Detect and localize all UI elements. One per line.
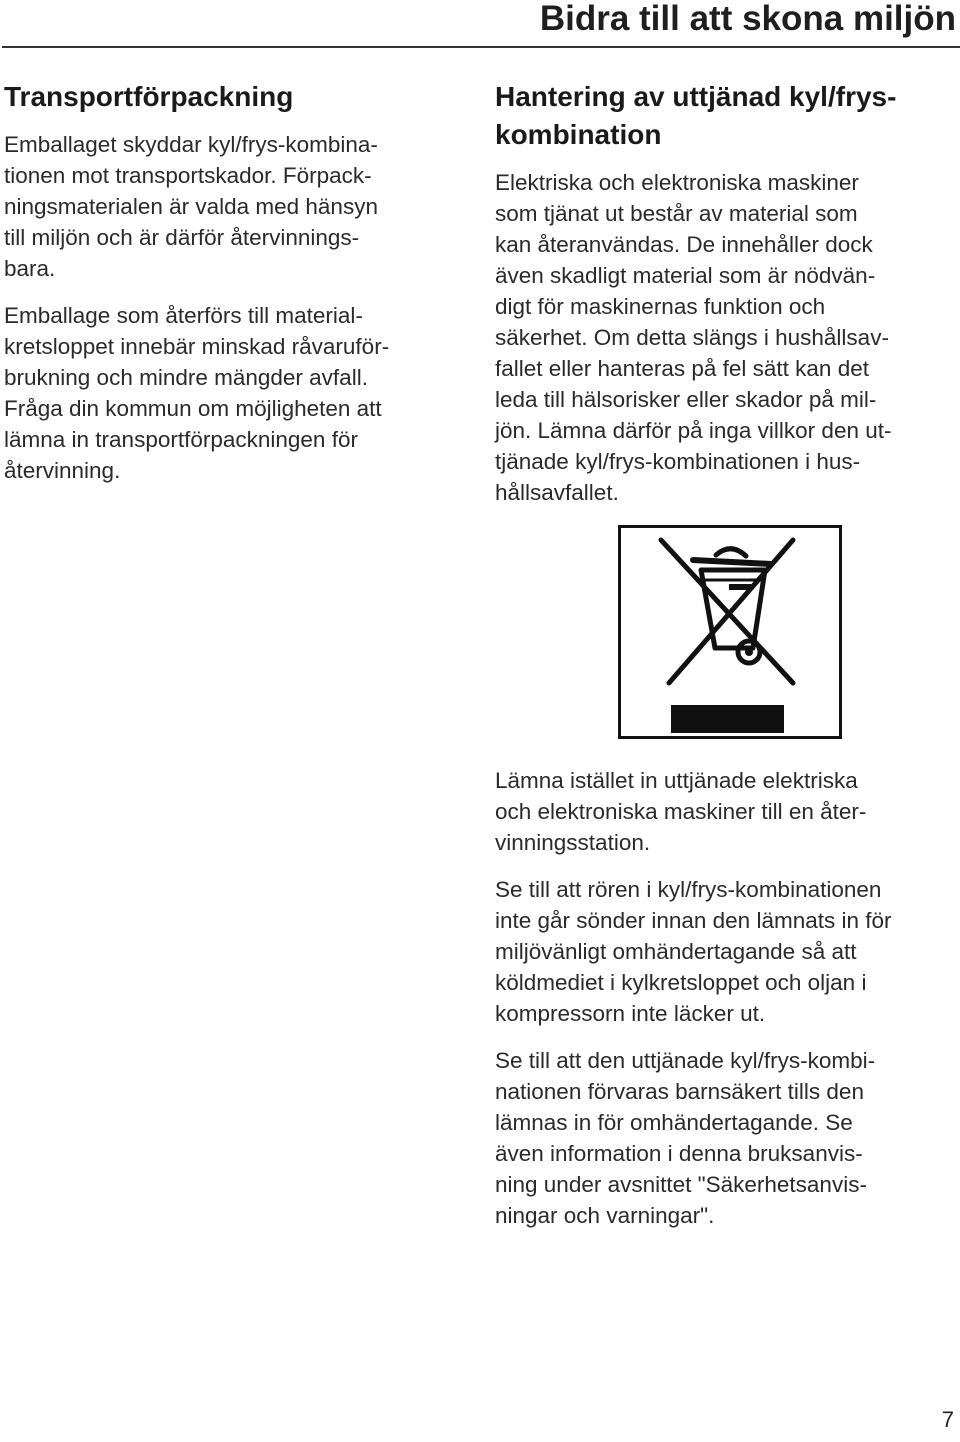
page-header-title: Bidra till att skona miljön [539,0,956,38]
bin-underbar [671,705,784,733]
disposal-section [495,78,960,508]
disposal-paragraph-2: Lämna istället in uttjänade elektriska och elektroniska maskiner till en åter- vinningsstation. [495,768,867,855]
transport-packaging-paragraph-1: Emballaget skyddar kyl/frys-kombina- tionen mot transportskador. Förpack- ningsmaterialen är valda med hänsyn till miljön och är därför återvinnings- bara. [4,132,378,281]
disposal-paragraph-1: Elektriska och elektroniska maskiner som tjänat ut består av material som kan återanvändas. De innehåller dock även skadligt material som är nödvän- digt för maskinernas funktion och säkerhet. Om detta slängs i hushållsav- fallet eller hanteras på fel sätt kan det leda till hälsorisker eller skador på mil- jön. Lämna därför på inga villkor den ut- tjänade kyl/frys-kombinationen i hus- hållsavfallet. [495,170,892,505]
disposal-paragraph-3: Se till att rören i kyl/frys-kombinationen inte går sönder innan den lämnats in för miljövänligt omhändertagande så att köldmediet i kylkretsloppet och oljan i kompressorn inte läcker ut. [495,877,892,1026]
page-number: 7 [941,1407,954,1432]
transport-packaging-heading: Transportförpackning [4,81,294,112]
bin-slot [729,584,751,590]
bin-axle [745,648,753,656]
disposal-heading: Hantering av uttjänad kyl/frys- kombination [495,81,897,150]
disposal-paragraph-4: Se till att den uttjänade kyl/frys-kombi- nationen förvaras barnsäkert tills den lämnas in för omhändertagande. Se även information i denna bruksanvis- ning under avsnittet "Säkerhetsanvis- ningar och varningar". [495,1048,876,1228]
header-divider [2,46,960,48]
transport-packaging-section [4,78,464,486]
disposal-instructions-section [495,765,960,1231]
crossed-out-wheelie-bin-icon [618,525,842,739]
wheelie-bin-graphic [621,528,839,736]
bin-handle [716,549,746,556]
bin-lid [693,560,771,564]
transport-packaging-paragraph-2: Emballage som återförs till material- kretsloppet innebär minskad råvaruför- brukning och mindre mängder avfall. Fråga din kommun om möjligheten att lämna in transportförpackningen för återvinning. [4,303,390,483]
